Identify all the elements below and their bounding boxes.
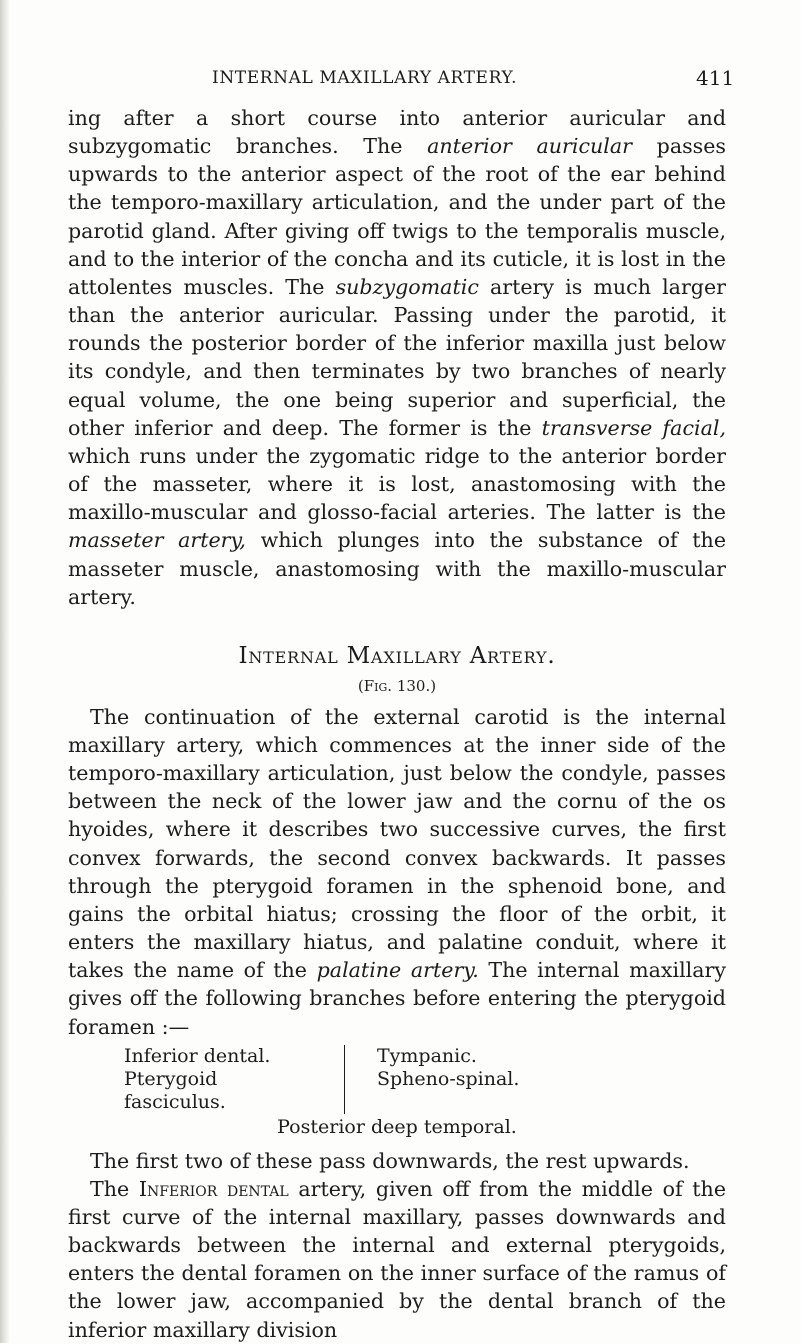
branch-list-left-column	[124, 1045, 345, 1114]
text-run: artery, given off from the middle of the first curve of the internal maxillary, passes downwards and backwards between the internal and external pterygoids, enters the dental foramen on the inner surface of the ramus of the lower jaw, accompanied by the dental branch of the inferior maxillary division	[68, 1176, 727, 1342]
text-run: The	[90, 1176, 139, 1201]
page-number: 411	[696, 66, 735, 90]
text-run: The first two of these pass downwards, the rest upwards.	[90, 1148, 690, 1173]
italic-term-palatine-artery: palatine artery.	[316, 958, 479, 983]
branch-list-right-column	[345, 1045, 519, 1114]
running-head: INTERNAL MAXILLARY ARTERY.	[212, 68, 518, 88]
page-edge-shadow	[0, 0, 10, 1343]
text-run: artery is much larger than the anterior auricular. Passing under the parotid, it rounds the posterior border of the inferior maxilla just below its condyle, and then terminates by two branches of nearly equal volume, the one being superior and superficial, the other inferior and deep. The former is the	[68, 274, 727, 440]
branch-list	[68, 1045, 726, 1139]
text-run: ing after a short course into anterior auricular and subzygomatic branches. The	[68, 106, 726, 159]
text-run: The continuation of the external carotid is the internal maxillary artery, which commences at the inner side of the temporo-maxillary articulation, just below the condyle, passes between the neck of the lower jaw and the cornu of the os hyoides, where it describes two successive curves, the first convex forwards, the second convex backwards. It passes through the pterygoid foramen in the sphenoid bone, and gains the orbital hiatus; crossing the floor of the orbit, it enters the maxillary hiatus, and palatine conduit, where it takes the name of the	[68, 704, 726, 983]
section-heading: Internal Maxillary Artery.	[238, 642, 556, 669]
text-run: The internal maxillary gives off the following branches before entering the pterygoid foramen :—	[68, 958, 727, 1039]
branch-item: Pterygoid fasciculus.	[124, 1067, 226, 1113]
italic-term-masseter-artery: masseter artery,	[68, 528, 246, 553]
branch-list-row	[68, 1045, 726, 1114]
branch-item: Tympanic.	[377, 1044, 477, 1067]
paragraph-inferior-dental	[68, 1175, 726, 1344]
text-run: which plunges into the substance of the masseter muscle, anastomosing with the maxillo-muscular artery.	[68, 528, 727, 609]
small-caps-term-inferior-dental: Inferior dental	[138, 1176, 289, 1201]
page-header	[0, 66, 801, 94]
paragraph-directions	[68, 1147, 726, 1175]
paragraph-subzygomatic	[68, 104, 726, 611]
figure-reference: (Fig. 130.)	[357, 676, 437, 695]
branch-item-centered: Posterior deep temporal.	[277, 1115, 517, 1138]
text-run: passes upwards to the anterior aspect of the root of the ear behind the temporo-maxillary articulation, and the under part of the parotid gland. After giving off twigs to the temporalis muscle, and to the interior of the concha and its cuticle, it is lost in the attolentes muscles. The	[68, 134, 726, 299]
italic-term-subzygomatic: subzygomatic	[335, 274, 479, 299]
italic-term-anterior-auricular: anterior auricular	[427, 134, 632, 159]
text-run: which runs under the zygomatic ridge to the anterior border of the masseter, where it is lost, anastomosing with the maxillo-muscular and glosso-facial arteries. The latter is the	[68, 443, 726, 525]
branch-item: Spheno-spinal.	[377, 1067, 520, 1090]
branch-item: Inferior dental.	[124, 1044, 271, 1067]
page-body	[68, 104, 726, 1344]
paragraph-internal-maxillary	[68, 703, 726, 1041]
italic-term-transverse-facial: transverse facial,	[541, 415, 726, 440]
